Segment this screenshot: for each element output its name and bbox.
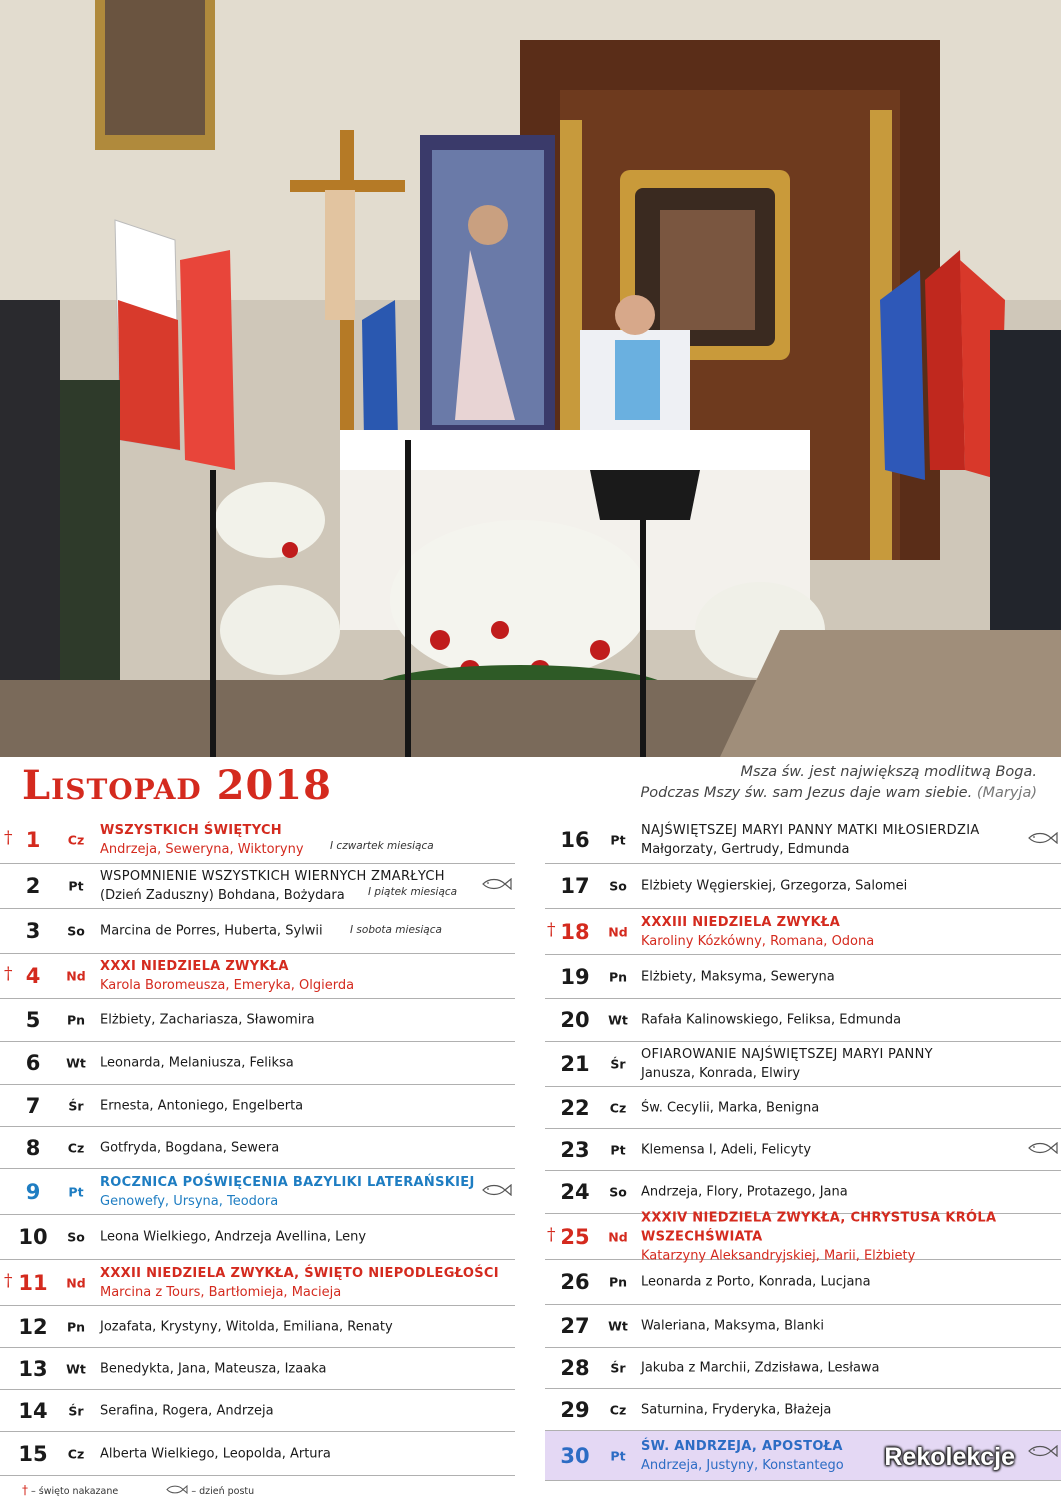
day-of-week: Pt xyxy=(610,1142,626,1157)
quote-author: (Maryja) xyxy=(976,785,1037,801)
quote-line-1: Msza św. jest największą modlitwą Boga. xyxy=(740,764,1037,780)
calendar-column-left xyxy=(0,817,515,1476)
day-row-1 xyxy=(0,817,515,864)
name-days: (Dzień Zaduszny) Bohdana, Bożydara xyxy=(100,888,345,903)
day-number: 5 xyxy=(25,1008,41,1032)
day-of-week: Pt xyxy=(610,832,626,848)
day-row-4 xyxy=(0,954,515,999)
name-days: Jakuba z Marchii, Zdzisława, Lesława xyxy=(641,1360,880,1376)
feast-name: OFIAROWANIE NAJŚWIĘTSZEJ MARYI PANNY xyxy=(641,1047,933,1062)
name-days: Gotfryda, Bogdana, Sewera xyxy=(100,1140,280,1155)
day-row-12 xyxy=(0,1306,515,1348)
day-number: 28 xyxy=(560,1356,590,1380)
day-number: 11 xyxy=(18,1270,48,1295)
day-number: 13 xyxy=(18,1356,48,1381)
day-text xyxy=(100,1138,507,1157)
feast-name: XXXIV NIEDZIELA ZWYKŁA, CHRYSTUSA KRÓLA WSZECHŚWIATA xyxy=(641,1210,997,1244)
day-of-week: Wt xyxy=(608,1318,628,1334)
day-of-week: Pn xyxy=(66,1012,86,1028)
day-row-9 xyxy=(0,1169,515,1215)
day-text xyxy=(100,957,507,995)
name-days: Jozafata, Krystyny, Witolda, Emiliana, Renaty xyxy=(100,1319,393,1334)
day-row-3 xyxy=(0,909,515,954)
day-text xyxy=(100,1011,507,1030)
day-number: 9 xyxy=(25,1179,41,1204)
legend xyxy=(22,1483,254,1497)
day-of-week: Pn xyxy=(608,969,628,984)
day-number: 29 xyxy=(560,1397,590,1422)
day-number: 24 xyxy=(560,1180,590,1204)
day-of-week: Pt xyxy=(68,878,84,894)
name-days: Małgorzaty, Gertrudy, Edmunda xyxy=(641,842,850,857)
name-days: Elżbiety Węgierskiej, Grzegorza, Salomei xyxy=(641,878,908,894)
day-row-11 xyxy=(0,1260,515,1306)
day-of-week: Śr xyxy=(68,1098,84,1113)
day-row-26 xyxy=(545,1260,1061,1305)
day-text xyxy=(100,1264,507,1302)
feast-name: XXXII NIEDZIELA ZWYKŁA, ŚWIĘTO NIEPODLEGŁOŚCI xyxy=(100,1265,499,1281)
day-number: 16 xyxy=(560,828,590,852)
day-of-week: So xyxy=(609,878,627,894)
day-of-week: So xyxy=(609,1184,627,1200)
day-row-16 xyxy=(545,817,1061,864)
feast-name: WSPOMNIENIE WSZYSTKICH WIERNYCH ZMARŁYCH xyxy=(100,869,445,884)
name-days: Katarzyny Aleksandryjskiej, Marii, Elżbiety xyxy=(641,1248,916,1263)
day-row-17 xyxy=(545,864,1061,909)
day-row-22 xyxy=(545,1087,1061,1129)
day-of-week: So xyxy=(67,923,85,939)
day-number: 25 xyxy=(560,1224,590,1249)
name-days: Św. Cecylii, Marka, Benigna xyxy=(641,1100,820,1115)
day-text xyxy=(100,1054,507,1073)
name-days: Genowefy, Ursyna, Teodora xyxy=(100,1193,279,1209)
day-number: 10 xyxy=(18,1225,48,1249)
name-days: Karola Boromeusza, Emeryka, Olgierda xyxy=(100,978,355,993)
cross-icon: † xyxy=(22,1483,28,1497)
month-note: I piątek miesiąca xyxy=(368,886,458,898)
feast-name: NAJŚWIĘTSZEJ MARYI PANNY MATKI MIŁOSIERDZIA xyxy=(641,823,980,838)
name-days: Saturnina, Fryderyka, Błażeja xyxy=(641,1402,832,1417)
cross-icon: † xyxy=(4,964,13,984)
day-row-7 xyxy=(0,1085,515,1127)
name-days: Rafała Kalinowskiego, Feliksa, Edmunda xyxy=(641,1012,902,1028)
day-of-week: Śr xyxy=(610,1360,626,1376)
day-number: 8 xyxy=(25,1135,41,1160)
day-number: 2 xyxy=(25,874,41,898)
day-text xyxy=(100,1096,507,1115)
day-text xyxy=(100,1173,507,1211)
name-days: Alberta Wielkiego, Leopolda, Artura xyxy=(100,1446,331,1461)
day-text xyxy=(641,1140,1053,1159)
day-number: 1 xyxy=(25,828,41,852)
day-text xyxy=(100,1444,507,1463)
day-text xyxy=(641,1273,1053,1292)
feast-name: ROCZNICA POŚWIĘCENIA BAZYLIKI LATERAŃSKIEJ xyxy=(100,1174,475,1190)
name-days: Benedykta, Jana, Mateusza, Izaaka xyxy=(100,1361,327,1376)
cross-icon: † xyxy=(4,1270,13,1291)
name-days: Klemensa I, Adeli, Felicyty xyxy=(641,1142,812,1157)
day-text xyxy=(641,1011,1053,1030)
month-note: I sobota miesiąca xyxy=(350,924,442,936)
day-row-6 xyxy=(0,1042,515,1085)
day-row-25 xyxy=(545,1210,1061,1263)
day-row-28 xyxy=(545,1348,1061,1389)
name-days: Andrzeja, Seweryna, Wiktoryny xyxy=(100,842,304,857)
day-number: 20 xyxy=(560,1008,590,1032)
day-of-week: Wt xyxy=(66,1361,86,1376)
day-number: 6 xyxy=(25,1051,41,1075)
day-row-20 xyxy=(545,999,1061,1042)
feast-name: XXXIII NIEDZIELA ZWYKŁA xyxy=(641,914,841,930)
day-row-5 xyxy=(0,999,515,1042)
day-number: 15 xyxy=(18,1441,48,1466)
name-days: Elżbiety, Maksyma, Seweryna xyxy=(641,969,835,984)
day-of-week: Nd xyxy=(608,924,628,939)
rekolekcje-badge: Rekolekcje xyxy=(884,1443,1015,1471)
day-row-23 xyxy=(545,1129,1061,1171)
feast-name: XXXI NIEDZIELA ZWYKŁA xyxy=(100,959,289,974)
day-number: 19 xyxy=(560,964,590,989)
day-of-week: Cz xyxy=(67,1446,85,1461)
month-title: Listopad 2018 xyxy=(22,762,332,809)
day-text xyxy=(641,1208,1053,1265)
legend-cross-text: – święto nakazane xyxy=(31,1486,119,1497)
day-number: 27 xyxy=(560,1314,590,1338)
day-row-8 xyxy=(0,1127,515,1169)
month-note: I czwartek miesiąca xyxy=(330,840,434,852)
name-days: Janusza, Konrada, Elwiry xyxy=(641,1066,801,1081)
name-days: Karoliny Kózkówny, Romana, Odona xyxy=(641,933,875,949)
day-number: 7 xyxy=(25,1093,41,1118)
fish-icon xyxy=(166,1486,191,1497)
day-row-30 xyxy=(545,1431,1061,1481)
name-days: Leonarda, Melaniusza, Feliksa xyxy=(100,1055,294,1071)
name-days: Marcina de Porres, Huberta, Sylwii xyxy=(100,923,323,939)
cross-icon: † xyxy=(4,828,13,848)
day-of-week: Nd xyxy=(66,1275,86,1290)
day-text xyxy=(100,1317,507,1336)
day-text xyxy=(641,821,1053,859)
day-of-week: Cz xyxy=(609,1402,627,1417)
day-number: 14 xyxy=(18,1398,48,1423)
day-of-week: Pn xyxy=(66,1319,86,1334)
day-number: 30 xyxy=(560,1443,590,1468)
day-text xyxy=(641,913,1053,951)
fish-icon xyxy=(481,878,513,894)
name-days: Elżbiety, Zachariasza, Sławomira xyxy=(100,1012,315,1028)
day-number: 26 xyxy=(560,1270,590,1294)
day-number: 3 xyxy=(25,919,41,943)
day-of-week: Cz xyxy=(67,1140,85,1155)
day-of-week: Cz xyxy=(609,1100,627,1115)
day-of-week: Pn xyxy=(608,1274,628,1290)
day-row-13 xyxy=(0,1348,515,1390)
quote-line-2 xyxy=(640,783,1037,804)
day-row-14 xyxy=(0,1390,515,1432)
name-days: Leonarda z Porto, Konrada, Lucjana xyxy=(641,1274,871,1290)
day-of-week: Wt xyxy=(608,1012,628,1028)
day-text xyxy=(100,922,507,941)
day-number: 18 xyxy=(560,919,590,944)
fish-icon xyxy=(481,1184,513,1200)
day-of-week: Cz xyxy=(67,832,85,848)
day-of-week: Pt xyxy=(610,1448,626,1463)
day-number: 17 xyxy=(560,874,590,898)
fish-icon xyxy=(1027,832,1059,848)
calendar-column-right xyxy=(545,817,1061,1481)
day-of-week: So xyxy=(67,1229,85,1245)
day-text xyxy=(100,821,507,859)
quote xyxy=(640,762,1037,804)
name-days: Serafina, Rogera, Andrzeja xyxy=(100,1403,274,1418)
legend-fish-text: – dzień postu xyxy=(191,1486,255,1497)
cross-icon: † xyxy=(547,919,556,940)
day-text xyxy=(100,1228,507,1247)
day-of-week: Śr xyxy=(68,1403,84,1418)
day-row-27 xyxy=(545,1305,1061,1348)
day-row-15 xyxy=(0,1432,515,1476)
day-row-21 xyxy=(545,1042,1061,1087)
day-of-week: Śr xyxy=(610,1056,626,1072)
day-row-10 xyxy=(0,1215,515,1260)
name-days: Andrzeja, Flory, Protazego, Jana xyxy=(641,1184,848,1200)
day-row-2 xyxy=(0,864,515,909)
fish-icon xyxy=(1027,1445,1059,1461)
name-days: Marcina z Tours, Bartłomieja, Macieja xyxy=(100,1284,342,1300)
day-text xyxy=(641,877,1053,896)
day-number: 12 xyxy=(18,1314,48,1339)
feast-name: ŚW. ANDRZEJA, APOSTOŁA xyxy=(641,1438,843,1454)
quote-line-2-text: Podczas Mszy św. sam Jezus daje wam siebie. xyxy=(640,785,973,801)
day-text xyxy=(100,1401,507,1420)
day-text xyxy=(641,1045,1053,1083)
day-number: 23 xyxy=(560,1137,590,1162)
day-text xyxy=(641,967,1053,986)
day-of-week: Wt xyxy=(66,1055,86,1071)
day-number: 21 xyxy=(560,1052,590,1076)
name-days: Waleriana, Maksyma, Blanki xyxy=(641,1318,824,1334)
day-text xyxy=(100,1359,507,1378)
day-number: 22 xyxy=(560,1095,590,1120)
day-row-18 xyxy=(545,909,1061,955)
day-text xyxy=(641,1400,1053,1419)
name-days: Andrzeja, Justyny, Konstantego xyxy=(641,1457,844,1473)
day-row-29 xyxy=(545,1389,1061,1431)
day-of-week: Nd xyxy=(608,1229,628,1244)
name-days: Ernesta, Antoniego, Engelberta xyxy=(100,1098,304,1113)
day-of-week: Pt xyxy=(68,1184,84,1199)
day-of-week: Nd xyxy=(66,968,86,984)
day-text xyxy=(641,1317,1053,1336)
feast-name: WSZYSTKICH ŚWIĘTYCH xyxy=(100,823,282,838)
day-text xyxy=(641,1098,1053,1117)
day-text xyxy=(641,1183,1053,1202)
day-row-19 xyxy=(545,955,1061,999)
cross-icon: † xyxy=(547,1224,556,1245)
day-number: 4 xyxy=(25,964,41,988)
day-text xyxy=(641,1359,1053,1378)
fish-icon xyxy=(1027,1142,1059,1158)
name-days: Leona Wielkiego, Andrzeja Avellina, Leny xyxy=(100,1229,367,1245)
